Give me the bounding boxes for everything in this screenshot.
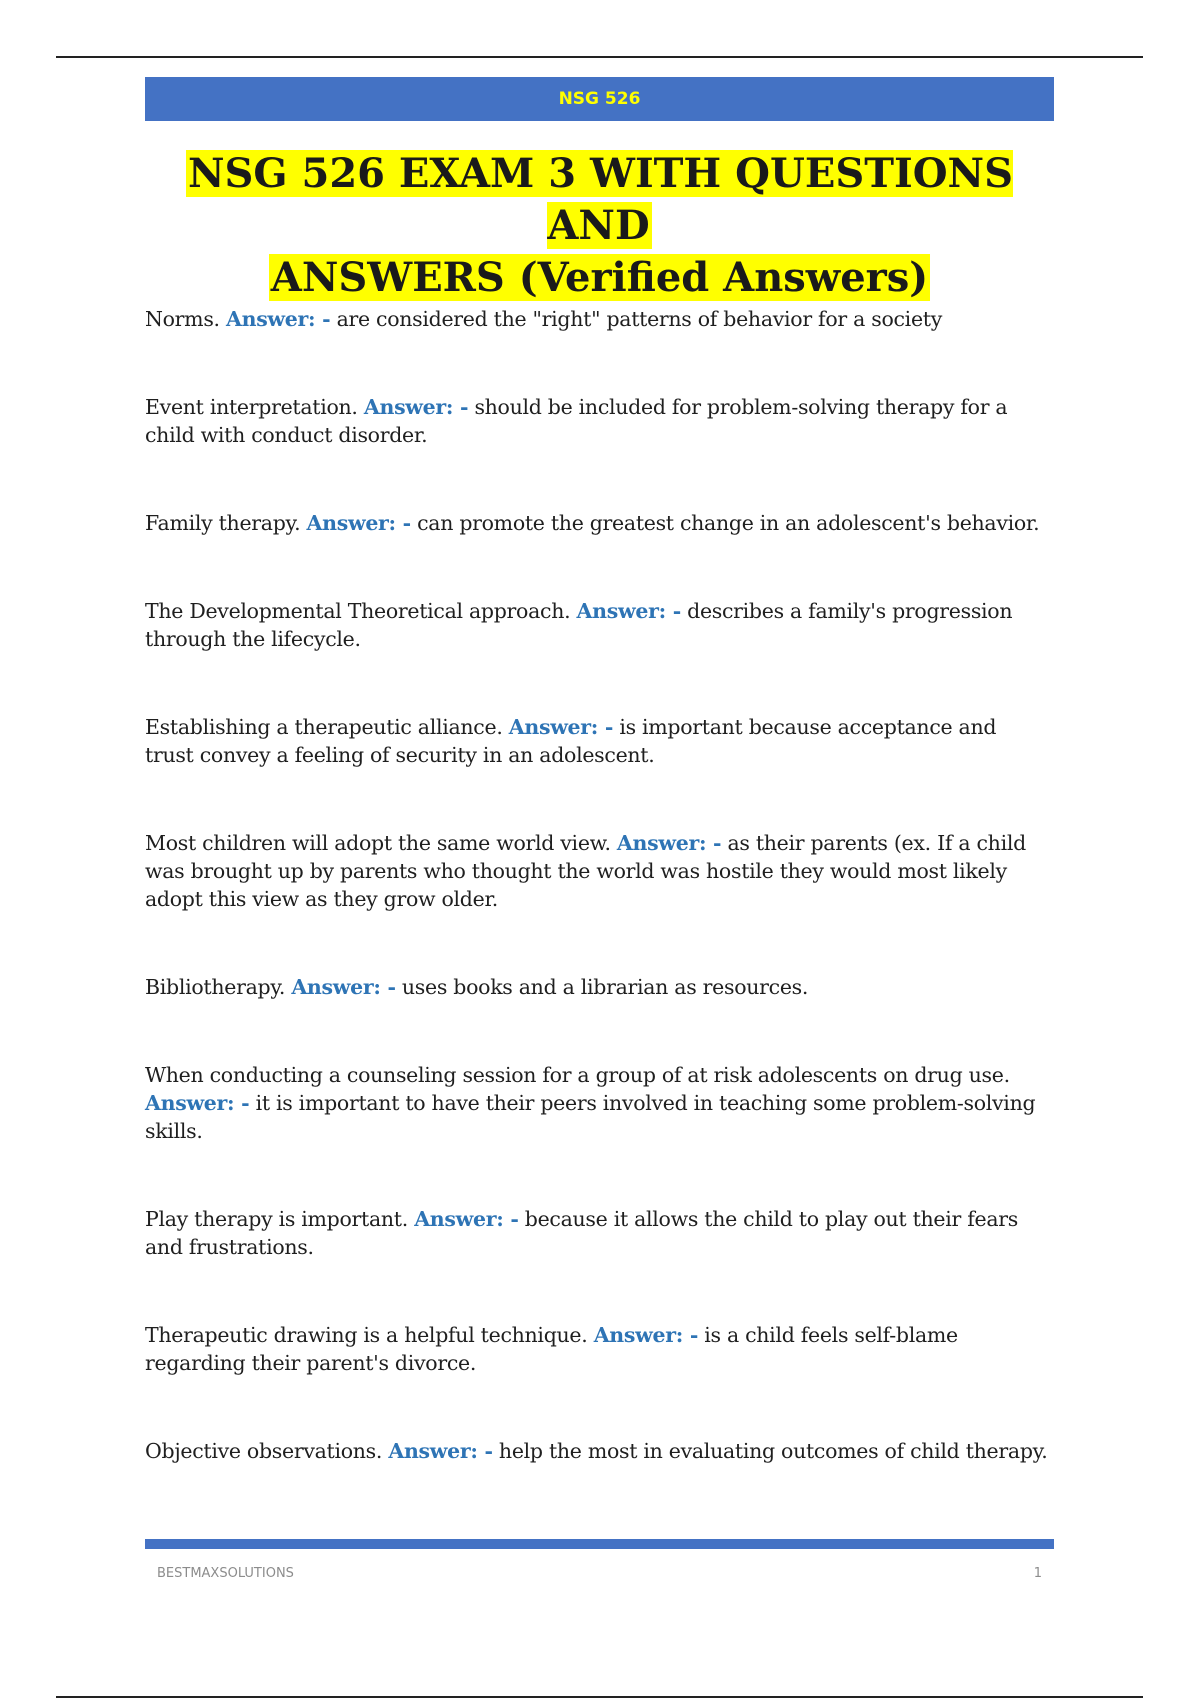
qa-item [145,305,1050,333]
footer-bar [145,1539,1054,1549]
bottom-rule [56,1696,1143,1698]
answer-label: Answer: - [593,1323,699,1347]
question-text: Objective observations. [145,1439,383,1463]
answer-text: is a child feels self-blame regarding their parent's divorce. [145,1323,958,1375]
qa-item [145,713,1050,769]
page-number: 1 [1033,1566,1042,1581]
qa-item [145,1205,1050,1261]
answer-text: describes a family's progression through the lifecycle. [145,599,1013,651]
answer-label: Answer: - [576,599,681,623]
answer-text: can promote the greatest change in an adolescent's behavior. [417,511,1040,535]
question-text: Play therapy is important. [145,1207,408,1231]
answer-text: are considered the "right" patterns of behavior for a society [336,307,942,331]
question-text: Norms. [145,307,220,331]
footer-source: BESTMAXSOLUTIONS [157,1566,294,1581]
answer-text: uses books and a librarian as resources. [401,975,809,999]
qa-item [145,393,1050,449]
answer-label: Answer: - [363,395,469,419]
answer-label: Answer: - [145,1091,250,1115]
answer-text: it is important to have their peers involved in teaching some problem-solving skills. [145,1091,1036,1143]
document-title [145,148,1054,304]
answer-text: as their parents (ex. If a child was brought up by parents who thought the world was hostile they would most likely adopt this view as they grow older. [145,831,1026,911]
qa-item [145,1321,1050,1377]
question-text: The Developmental Theoretical approach. [145,599,571,623]
question-text: Event interpretation. [145,395,358,419]
answer-label: Answer: - [414,1207,519,1231]
question-text: Most children will adopt the same world view. [145,831,611,855]
question-text: Therapeutic drawing is a helpful technique. [145,1323,588,1347]
answer-label: Answer: - [225,307,331,331]
answer-label: Answer: - [616,831,722,855]
answer-label: Answer: - [508,715,614,739]
answer-text: because it allows the child to play out their fears and frustrations. [145,1207,1018,1259]
qa-item [145,509,1050,537]
question-text: Bibliotherapy. [145,975,286,999]
qa-item [145,1437,1050,1465]
question-text: Family therapy. [145,511,301,535]
qa-item [145,973,1050,1001]
answer-label: Answer: - [291,975,396,999]
header-bar [145,77,1054,121]
qa-item [145,597,1050,653]
header-label: NSG 526 [558,89,641,109]
answer-text: is important because acceptance and trust convey a feeling of security in an adolescent. [145,715,997,767]
qa-list [145,305,1050,1525]
answer-label: Answer: - [388,1439,493,1463]
title-line-1: NSG 526 EXAM 3 WITH QUESTIONS AND [187,150,1014,249]
question-text: Establishing a therapeutic alliance. [145,715,503,739]
answer-label: Answer: - [306,511,411,535]
title-line-2: ANSWERS (Verified Answers) [270,254,929,301]
answer-text: help the most in evaluating outcomes of child therapy. [498,1439,1048,1463]
qa-item [145,1061,1050,1145]
answer-text: should be included for problem-solving therapy for a child with conduct disorder. [145,395,1008,447]
top-rule [56,56,1143,58]
qa-item [145,829,1050,913]
question-text: When conducting a counseling session for a group of at risk adolescents on drug use. [145,1063,1010,1087]
